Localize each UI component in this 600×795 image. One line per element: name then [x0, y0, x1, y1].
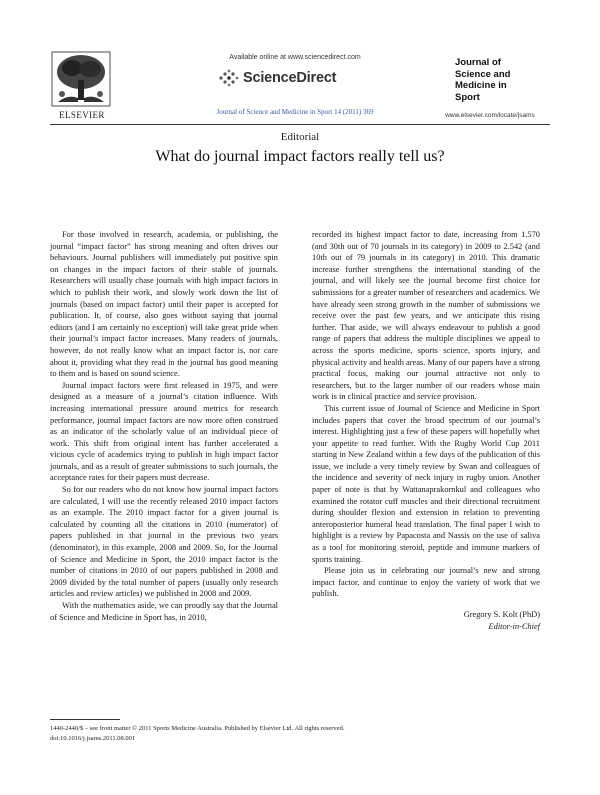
journal-citation: Journal of Science and Medicine in Sport 14 (2011) 369: [216, 108, 374, 116]
sciencedirect-mark-icon: [217, 68, 239, 88]
sciencedirect-logo: [217, 68, 336, 88]
journal-title-line: Journal of: [455, 57, 501, 68]
author-role: Editor-in-Chief: [488, 621, 540, 631]
publisher-name: ELSEVIER: [59, 110, 105, 120]
author-name: Gregory S. Kolt (PhD): [463, 610, 540, 619]
body-paragraph: For those involved in research, academia, or publishing, the journal “impact factor” has strong meaning and often drives our behaviours. Journal publishers will immediately put positive spin on changes in the impact factors of their stable of journals. Researchers will usually chase journals with high impact factors in which to publish their work, and slowly work down the list of journals (based on impact factor) until their paper is accepted for publication. It, of course, also goes without saying that journal editors (and I am certainly no exception) will take great pride when their journal’s impact factor increases. Many readers of journals, however, do not really know what an impact factor is, nor care about it, providing what they read in the journal has good meaning to them and is based on sound science.: [50, 230, 278, 379]
body-paragraph: recorded its highest impact factor to date, increasing from 1.570 (and 30th out of 70 journals in its category) in 2009 to 2.542 (and 10th out of 79 journals in its category) in 2010. This dramatic increase further strengthens the international standing of the journal, and will likely see the journal become first choice for submissions for a greater number of researchers and academics. We have already seen strong growth in the number of submissions we receive over the past few years, and we anticipate this rising further. That aside, we will always endeavour to publish a good range of papers that address the multiple disciplines we appeal to across the sports medicine, sports science, sports injury, and physical activity and health areas. Many of our papers have a strong practical focus, making our journal attractive not only to researchers, but to the larger number of our readers whose main work is in clinical practice and service provision.: [312, 230, 540, 402]
body-paragraph: This current issue of Journal of Science and Medicine in Sport includes papers that cover the broad spectrum of our journal’s interest. Highlighting just a few of these papers will hopefully whet your appetite to read further. With the Rugby World Cup 2011 starting in New Zealand within a few days of the publication of this issue, we include a very timely review by Swan and colleagues of the incidence and severity of neck injury in rugby union. Another paper of note is that by Wattanaprakornkul and colleagues who examined the rotator cuff muscles and their directional recruitment during shoulder flexion and extension in relation to preventing anteroposterior humeral head translation. The final paper I wish to highlight is a review by Papacosta and Nassis on the use of saliva as a tool for monitoring steroid, peptide and immune markers of sports training.: [312, 403, 540, 564]
footer-divider: [50, 719, 120, 720]
copyright-line: 1440-2440/$ – see front matter © 2011 Sports Medicine Australia. Published by Elsevier Ltd. All rights reserved.: [50, 725, 345, 732]
right-column: [312, 229, 540, 632]
footer-notice: [50, 724, 344, 744]
journal-title-line: Sport: [455, 91, 480, 103]
body-paragraph: So for our readers who do not know how journal impact factors are calculated, I will use the recently released 2010 impact factors as an example. The 2010 impact factor for a given journal is calculated by counting all the citations in 2010 (numerator) of papers published in that journal in the previous two years (denominator), in this example, 2008 and 2009. So, for the Journal of Science and Medicine in Sport, the 2010 impact factor is the number of citations in 2010 of our papers published in 2008 and 2009 divided by the total number of papers (usually only research articles and review articles) we published in 2008 and 2009.: [50, 485, 278, 599]
body-paragraph: Please join us in celebrating our journal’s new and strong impact factor, and continue to enjoy the variety of work that we publish.: [312, 566, 540, 599]
elsevier-tree-logo: [50, 50, 112, 108]
left-column: [50, 229, 278, 623]
journal-url: www.elsevier.com/locate/jsams: [445, 112, 535, 119]
sciencedirect-name: ScienceDirect: [243, 70, 337, 86]
doi-line: doi:10.1016/j.jsams.2011.08.001: [50, 735, 136, 742]
signature-block: [312, 609, 540, 632]
journal-title-line: Medicine in: [455, 80, 507, 91]
article-title: What do journal impact factors really tell us?: [155, 148, 445, 165]
journal-title-block: [455, 57, 535, 103]
journal-title-line: Science and: [455, 68, 511, 80]
available-online-text: Available online at www.sciencedirect.com: [229, 54, 361, 61]
section-label: Editorial: [280, 131, 320, 143]
header-divider: [50, 124, 550, 125]
body-paragraph: Journal impact factors were first released in 1975, and were designed as a measure of a journal’s citation influence. With increasing international pressure around metrics for research performance, journal impact factors are now more often construed as an indicator of the scholarly value of an individual piece of work. This shift from original intent has further accelerated a vicious cycle of academics trying to publish in high impact factor journals, and as a result of greater submissions to such journals, the acceptance rates for their papers must decrease.: [50, 380, 278, 483]
body-paragraph: With the mathematics aside, we can proudly say that the Journal of Science and Medicine in Sport has, in 2010,: [50, 601, 278, 622]
